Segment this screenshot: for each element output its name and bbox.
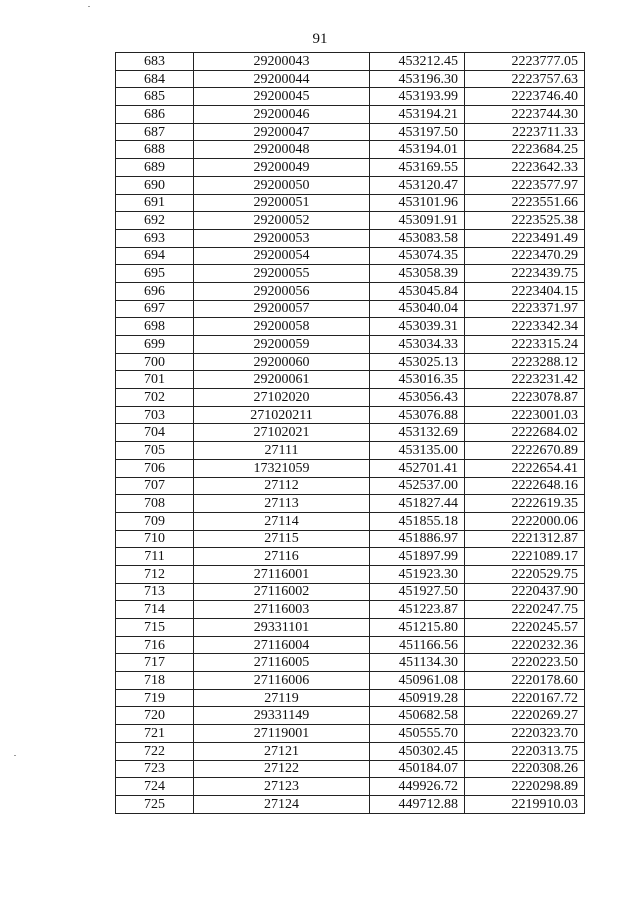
y-coordinate-cell: 2222648.16 [465, 477, 585, 495]
table-row [116, 548, 585, 566]
point-number-cell: 713 [116, 583, 194, 601]
y-coordinate-cell: 2223288.12 [465, 353, 585, 371]
point-number-cell: 700 [116, 353, 194, 371]
point-id-cell: 17321059 [194, 459, 370, 477]
table-row [116, 725, 585, 743]
point-number-cell: 721 [116, 725, 194, 743]
table-row [116, 300, 585, 318]
point-id-cell: 27124 [194, 795, 370, 813]
table-row [116, 123, 585, 141]
point-number-cell: 711 [116, 548, 194, 566]
point-number-cell: 686 [116, 106, 194, 124]
point-number-cell: 723 [116, 760, 194, 778]
point-id-cell: 27116006 [194, 672, 370, 690]
table-row [116, 601, 585, 619]
table-row [116, 442, 585, 460]
point-id-cell: 29200046 [194, 106, 370, 124]
y-coordinate-cell: 2223757.63 [465, 70, 585, 88]
point-id-cell: 29200047 [194, 123, 370, 141]
x-coordinate-cell: 451897.99 [370, 548, 465, 566]
table-row [116, 477, 585, 495]
point-number-cell: 693 [116, 229, 194, 247]
x-coordinate-cell: 453120.47 [370, 176, 465, 194]
table-row [116, 760, 585, 778]
x-coordinate-cell: 453074.35 [370, 247, 465, 265]
point-id-cell: 27112 [194, 477, 370, 495]
point-number-cell: 684 [116, 70, 194, 88]
table-row [116, 778, 585, 796]
y-coordinate-cell: 2220167.72 [465, 689, 585, 707]
point-id-cell: 29200050 [194, 176, 370, 194]
y-coordinate-cell: 2222654.41 [465, 459, 585, 477]
table-row [116, 389, 585, 407]
y-coordinate-cell: 2223744.30 [465, 106, 585, 124]
table-row [116, 689, 585, 707]
point-id-cell: 29200051 [194, 194, 370, 212]
scan-speck-top [88, 6, 90, 7]
point-number-cell: 701 [116, 371, 194, 389]
point-id-cell: 29200055 [194, 265, 370, 283]
point-number-cell: 706 [116, 459, 194, 477]
x-coordinate-cell: 451134.30 [370, 654, 465, 672]
point-id-cell: 27111 [194, 442, 370, 460]
y-coordinate-cell: 2220247.75 [465, 601, 585, 619]
y-coordinate-cell: 2223642.33 [465, 159, 585, 177]
point-id-cell: 27121 [194, 742, 370, 760]
x-coordinate-cell: 450302.45 [370, 742, 465, 760]
point-number-cell: 718 [116, 672, 194, 690]
y-coordinate-cell: 2219910.03 [465, 795, 585, 813]
point-id-cell: 27102021 [194, 424, 370, 442]
y-coordinate-cell: 2223404.15 [465, 282, 585, 300]
point-number-cell: 708 [116, 495, 194, 513]
x-coordinate-cell: 453039.31 [370, 318, 465, 336]
y-coordinate-cell: 2223684.25 [465, 141, 585, 159]
point-number-cell: 710 [116, 530, 194, 548]
point-id-cell: 29200044 [194, 70, 370, 88]
y-coordinate-cell: 2223470.29 [465, 247, 585, 265]
table-row [116, 229, 585, 247]
x-coordinate-cell: 453212.45 [370, 53, 465, 71]
y-coordinate-cell: 2220437.90 [465, 583, 585, 601]
coordinates-table-body [116, 53, 585, 814]
table-row [116, 495, 585, 513]
y-coordinate-cell: 2223231.42 [465, 371, 585, 389]
point-number-cell: 719 [116, 689, 194, 707]
point-id-cell: 29200061 [194, 371, 370, 389]
point-id-cell: 29200053 [194, 229, 370, 247]
y-coordinate-cell: 2223551.66 [465, 194, 585, 212]
page-number: 91 [312, 31, 328, 47]
point-number-cell: 691 [116, 194, 194, 212]
x-coordinate-cell: 453040.04 [370, 300, 465, 318]
table-row [116, 459, 585, 477]
x-coordinate-cell: 449712.88 [370, 795, 465, 813]
x-coordinate-cell: 450919.28 [370, 689, 465, 707]
y-coordinate-cell: 2223001.03 [465, 406, 585, 424]
point-number-cell: 714 [116, 601, 194, 619]
x-coordinate-cell: 452701.41 [370, 459, 465, 477]
point-id-cell: 29200048 [194, 141, 370, 159]
point-number-cell: 707 [116, 477, 194, 495]
x-coordinate-cell: 451215.80 [370, 619, 465, 637]
x-coordinate-cell: 453091.91 [370, 212, 465, 230]
table-row [116, 106, 585, 124]
x-coordinate-cell: 452537.00 [370, 477, 465, 495]
point-number-cell: 696 [116, 282, 194, 300]
x-coordinate-cell: 451855.18 [370, 512, 465, 530]
x-coordinate-cell: 453196.30 [370, 70, 465, 88]
x-coordinate-cell: 451166.56 [370, 636, 465, 654]
x-coordinate-cell: 451827.44 [370, 495, 465, 513]
y-coordinate-cell: 2223777.05 [465, 53, 585, 71]
table-row [116, 371, 585, 389]
x-coordinate-cell: 453034.33 [370, 336, 465, 354]
point-id-cell: 27113 [194, 495, 370, 513]
y-coordinate-cell: 2220245.57 [465, 619, 585, 637]
point-number-cell: 715 [116, 619, 194, 637]
x-coordinate-cell: 453045.84 [370, 282, 465, 300]
point-number-cell: 717 [116, 654, 194, 672]
x-coordinate-cell: 453132.69 [370, 424, 465, 442]
y-coordinate-cell: 2223342.34 [465, 318, 585, 336]
point-id-cell: 29200060 [194, 353, 370, 371]
table-row [116, 742, 585, 760]
y-coordinate-cell: 2220269.27 [465, 707, 585, 725]
point-number-cell: 716 [116, 636, 194, 654]
y-coordinate-cell: 2223711.33 [465, 123, 585, 141]
point-number-cell: 705 [116, 442, 194, 460]
y-coordinate-cell: 2220178.60 [465, 672, 585, 690]
y-coordinate-cell: 2220529.75 [465, 565, 585, 583]
point-id-cell: 27119001 [194, 725, 370, 743]
y-coordinate-cell: 2223525.38 [465, 212, 585, 230]
y-coordinate-cell: 2223439.75 [465, 265, 585, 283]
coordinates-table [115, 52, 585, 814]
point-id-cell: 29200056 [194, 282, 370, 300]
point-number-cell: 687 [116, 123, 194, 141]
point-number-cell: 695 [116, 265, 194, 283]
point-number-cell: 694 [116, 247, 194, 265]
point-number-cell: 725 [116, 795, 194, 813]
y-coordinate-cell: 2220308.26 [465, 760, 585, 778]
point-id-cell: 29200052 [194, 212, 370, 230]
point-id-cell: 271020211 [194, 406, 370, 424]
point-number-cell: 720 [116, 707, 194, 725]
point-id-cell: 29200049 [194, 159, 370, 177]
table-row [116, 583, 585, 601]
point-number-cell: 683 [116, 53, 194, 71]
table-row [116, 424, 585, 442]
x-coordinate-cell: 453025.13 [370, 353, 465, 371]
point-id-cell: 27116001 [194, 565, 370, 583]
y-coordinate-cell: 2222670.89 [465, 442, 585, 460]
point-id-cell: 27119 [194, 689, 370, 707]
scan-speck-left [14, 755, 16, 756]
point-number-cell: 722 [116, 742, 194, 760]
table-row [116, 318, 585, 336]
y-coordinate-cell: 2221312.87 [465, 530, 585, 548]
table-row [116, 654, 585, 672]
y-coordinate-cell: 2220323.70 [465, 725, 585, 743]
y-coordinate-cell: 2222619.35 [465, 495, 585, 513]
table-row [116, 512, 585, 530]
point-number-cell: 703 [116, 406, 194, 424]
table-row [116, 530, 585, 548]
x-coordinate-cell: 451223.87 [370, 601, 465, 619]
point-id-cell: 29200043 [194, 53, 370, 71]
table-row [116, 194, 585, 212]
point-id-cell: 27116 [194, 548, 370, 566]
point-number-cell: 709 [116, 512, 194, 530]
y-coordinate-cell: 2220298.89 [465, 778, 585, 796]
x-coordinate-cell: 453193.99 [370, 88, 465, 106]
point-id-cell: 27102020 [194, 389, 370, 407]
point-id-cell: 27115 [194, 530, 370, 548]
x-coordinate-cell: 453058.39 [370, 265, 465, 283]
x-coordinate-cell: 453194.21 [370, 106, 465, 124]
x-coordinate-cell: 453083.58 [370, 229, 465, 247]
point-number-cell: 685 [116, 88, 194, 106]
y-coordinate-cell: 2222000.06 [465, 512, 585, 530]
table-row [116, 212, 585, 230]
point-number-cell: 688 [116, 141, 194, 159]
table-row [116, 636, 585, 654]
x-coordinate-cell: 451923.30 [370, 565, 465, 583]
y-coordinate-cell: 2223746.40 [465, 88, 585, 106]
x-coordinate-cell: 451927.50 [370, 583, 465, 601]
x-coordinate-cell: 453056.43 [370, 389, 465, 407]
x-coordinate-cell: 453194.01 [370, 141, 465, 159]
point-id-cell: 27116003 [194, 601, 370, 619]
point-id-cell: 29200054 [194, 247, 370, 265]
point-number-cell: 698 [116, 318, 194, 336]
point-number-cell: 692 [116, 212, 194, 230]
table-row [116, 707, 585, 725]
table-row [116, 247, 585, 265]
point-number-cell: 712 [116, 565, 194, 583]
y-coordinate-cell: 2223491.49 [465, 229, 585, 247]
table-row [116, 282, 585, 300]
x-coordinate-cell: 453135.00 [370, 442, 465, 460]
table-row [116, 565, 585, 583]
point-id-cell: 27114 [194, 512, 370, 530]
table-row [116, 159, 585, 177]
y-coordinate-cell: 2223577.97 [465, 176, 585, 194]
point-number-cell: 699 [116, 336, 194, 354]
point-number-cell: 690 [116, 176, 194, 194]
point-number-cell: 724 [116, 778, 194, 796]
point-number-cell: 704 [116, 424, 194, 442]
x-coordinate-cell: 450682.58 [370, 707, 465, 725]
y-coordinate-cell: 2223315.24 [465, 336, 585, 354]
x-coordinate-cell: 451886.97 [370, 530, 465, 548]
y-coordinate-cell: 2223371.97 [465, 300, 585, 318]
point-id-cell: 27116005 [194, 654, 370, 672]
point-id-cell: 27116002 [194, 583, 370, 601]
table-row [116, 336, 585, 354]
x-coordinate-cell: 450184.07 [370, 760, 465, 778]
x-coordinate-cell: 453169.55 [370, 159, 465, 177]
table-row [116, 353, 585, 371]
y-coordinate-cell: 2220313.75 [465, 742, 585, 760]
x-coordinate-cell: 453016.35 [370, 371, 465, 389]
point-id-cell: 27116004 [194, 636, 370, 654]
point-number-cell: 702 [116, 389, 194, 407]
x-coordinate-cell: 449926.72 [370, 778, 465, 796]
point-id-cell: 29331101 [194, 619, 370, 637]
x-coordinate-cell: 453076.88 [370, 406, 465, 424]
y-coordinate-cell: 2223078.87 [465, 389, 585, 407]
y-coordinate-cell: 2220223.50 [465, 654, 585, 672]
table-row [116, 141, 585, 159]
y-coordinate-cell: 2220232.36 [465, 636, 585, 654]
point-id-cell: 27122 [194, 760, 370, 778]
point-id-cell: 29200059 [194, 336, 370, 354]
y-coordinate-cell: 2222684.02 [465, 424, 585, 442]
point-id-cell: 29200058 [194, 318, 370, 336]
table-row [116, 619, 585, 637]
table-row [116, 53, 585, 71]
point-id-cell: 29200057 [194, 300, 370, 318]
point-id-cell: 29200045 [194, 88, 370, 106]
table-row [116, 265, 585, 283]
table-row [116, 176, 585, 194]
point-number-cell: 689 [116, 159, 194, 177]
point-id-cell: 27123 [194, 778, 370, 796]
point-id-cell: 29331149 [194, 707, 370, 725]
x-coordinate-cell: 450555.70 [370, 725, 465, 743]
table-row [116, 88, 585, 106]
x-coordinate-cell: 450961.08 [370, 672, 465, 690]
table-row [116, 406, 585, 424]
table-row [116, 70, 585, 88]
point-number-cell: 697 [116, 300, 194, 318]
x-coordinate-cell: 453101.96 [370, 194, 465, 212]
table-row [116, 795, 585, 813]
x-coordinate-cell: 453197.50 [370, 123, 465, 141]
table-row [116, 672, 585, 690]
y-coordinate-cell: 2221089.17 [465, 548, 585, 566]
